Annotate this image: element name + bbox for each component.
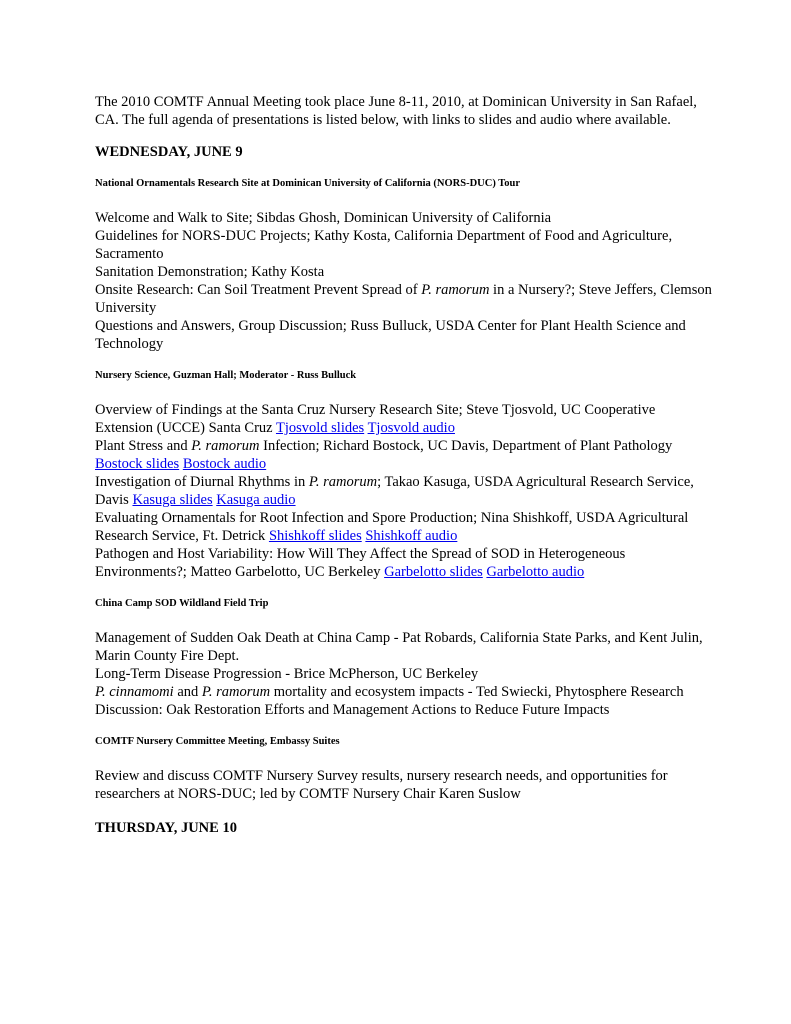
- agenda-item: [95, 281, 715, 317]
- garbelotto-audio-link[interactable]: Garbelotto audio: [486, 564, 585, 580]
- bostock-audio-link[interactable]: Bostock audio: [182, 456, 267, 472]
- garbelotto-slides-link[interactable]: Garbelotto slides: [384, 564, 483, 580]
- day-heading-wednesday: WEDNESDAY, JUNE 9: [95, 144, 243, 160]
- agenda-item: [95, 683, 715, 701]
- agenda-item: Management of Sudden Oak Death at China Camp - Pat Robards, California State Parks, and Kent Julin, Marin County Fire Dept.: [95, 630, 703, 664]
- day-heading-thursday: THURSDAY, JUNE 10: [95, 820, 237, 836]
- agenda-list-nursery-committee: [95, 767, 715, 803]
- agenda-item: Review and discuss COMTF Nursery Survey results, nursery research needs, and opportunities for researchers at NORS-DUC; led by COMTF Nursery Chair Karen Suslow: [95, 768, 668, 802]
- agenda-text: in a Nursery?; Steve Jeffers, Clemson University: [95, 282, 712, 316]
- agenda-text: Infection; Richard Bostock, UC Davis, Department of Plant Pathology: [259, 438, 673, 454]
- agenda-item: [95, 437, 715, 473]
- agenda-item: Questions and Answers, Group Discussion; Russ Bulluck, USDA Center for Plant Health Science and Technology: [95, 318, 686, 352]
- species-name: P. ramorum: [308, 474, 378, 490]
- document-body: [95, 93, 715, 853]
- species-name: P. cinnamomi: [95, 684, 174, 700]
- section-heading-nors-duc-tour: National Ornamentals Research Site at Dominican University of California (NORS-DUC) Tour: [95, 178, 521, 189]
- tjosvold-audio-link[interactable]: Tjosvold audio: [367, 420, 455, 436]
- agenda-text: Investigation of Diurnal Rhythms in: [95, 474, 309, 490]
- agenda-text: Pathogen and Host Variability: How Will They Affect the Spread of SOD in Heterogeneous Environments?; Matteo Garbelotto, UC Berkeley: [95, 546, 626, 580]
- shishkoff-slides-link[interactable]: Shishkoff slides: [268, 528, 362, 544]
- kasuga-audio-link[interactable]: Kasuga audio: [216, 492, 296, 508]
- species-name: P. ramorum: [191, 438, 260, 454]
- agenda-text: Plant Stress and: [95, 438, 192, 454]
- intro-paragraph: The 2010 COMTF Annual Meeting took place June 8-11, 2010, at Dominican University in San Rafael, CA. The full agenda of presentations is listed below, with links to slides and audio where available.: [95, 94, 697, 128]
- species-name: P. ramorum: [201, 684, 271, 700]
- agenda-item: Guidelines for NORS-DUC Projects; Kathy Kosta, California Department of Food and Agriculture, Sacramento: [95, 228, 673, 262]
- bostock-slides-link[interactable]: Bostock slides: [95, 456, 180, 472]
- section-heading-china-camp: China Camp SOD Wildland Field Trip: [95, 598, 269, 609]
- agenda-item: Welcome and Walk to Site; Sibdas Ghosh, Dominican University of California: [95, 210, 552, 226]
- agenda-list-nursery-science: [95, 401, 715, 581]
- agenda-item: Discussion: Oak Restoration Efforts and Management Actions to Reduce Future Impacts: [95, 702, 610, 718]
- agenda-text: Onsite Research: Can Soil Treatment Prevent Spread of: [95, 282, 422, 298]
- agenda-text: and: [173, 684, 202, 700]
- species-name: P. ramorum: [421, 282, 490, 298]
- agenda-text: mortality and ecosystem impacts - Ted Swiecki, Phytosphere Research: [270, 684, 684, 700]
- agenda-item: Long-Term Disease Progression - Brice McPherson, UC Berkeley: [95, 666, 479, 682]
- agenda-text: ; Takao Kasuga, USDA Agricultural Research Service, Davis: [95, 474, 694, 508]
- agenda-list-nors-duc: [95, 209, 715, 353]
- section-heading-nursery-science: Nursery Science, Guzman Hall; Moderator - Russ Bulluck: [95, 370, 357, 381]
- shishkoff-audio-link[interactable]: Shishkoff audio: [365, 528, 458, 544]
- agenda-text: Overview of Findings at the Santa Cruz Nursery Research Site; Steve Tjosvold, UC Cooperative Extension (UCCE) Santa Cruz: [95, 402, 656, 436]
- agenda-item: [95, 473, 715, 509]
- section-heading-nursery-committee: COMTF Nursery Committee Meeting, Embassy Suites: [95, 736, 340, 747]
- agenda-item: Sanitation Demonstration; Kathy Kosta: [95, 264, 325, 280]
- agenda-item: [95, 401, 715, 437]
- agenda-item: [95, 509, 715, 545]
- kasuga-slides-link[interactable]: Kasuga slides: [132, 492, 213, 508]
- agenda-text: Evaluating Ornamentals for Root Infection and Spore Production; Nina Shishkoff, USDA Agricultural Research Service, Ft. Detrick: [95, 510, 689, 544]
- tjosvold-slides-link[interactable]: Tjosvold slides: [275, 420, 365, 436]
- agenda-item: [95, 545, 715, 581]
- agenda-list-china-camp: [95, 629, 715, 719]
